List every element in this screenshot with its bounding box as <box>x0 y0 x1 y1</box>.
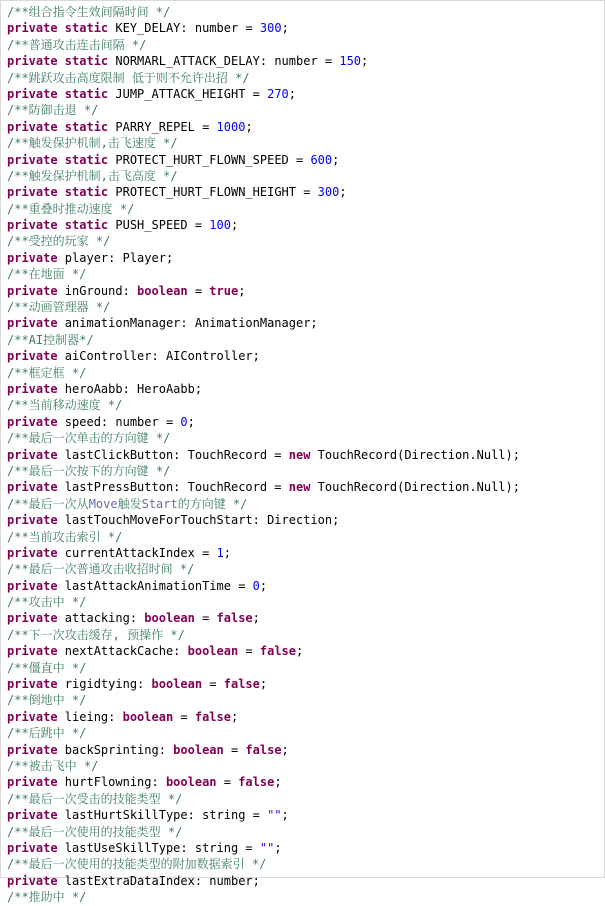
code-line <box>7 70 604 86</box>
code-token: lastExtraDataIndex: number; <box>64 873 260 888</box>
code-token: private <box>7 808 65 823</box>
code-line <box>7 529 604 545</box>
code-token: private <box>7 611 65 626</box>
code-token: private <box>7 513 65 528</box>
code-token: false <box>194 709 231 724</box>
code-token: = <box>194 283 210 298</box>
code-token: /**最后一次按下的方向键 */ <box>7 463 171 478</box>
code-token: JUMP_ATTACK_HEIGHT = <box>115 86 268 101</box>
code-line <box>7 365 604 381</box>
code-token: /**框定框 */ <box>7 365 87 380</box>
code-token: = <box>223 775 239 790</box>
code-token: private <box>7 152 65 167</box>
code-line <box>7 643 604 659</box>
code-token: private <box>7 709 65 724</box>
code-line <box>7 250 604 266</box>
code-token: ; <box>339 185 347 200</box>
code-token: private <box>7 840 65 855</box>
code-line <box>7 37 604 53</box>
code-token: static <box>64 218 116 233</box>
code-token: boolean <box>187 644 246 659</box>
code-token: /**组合指令生效间隔时间 */ <box>7 5 171 19</box>
code-token: /**在地面 */ <box>7 267 87 282</box>
code-line <box>7 283 604 299</box>
code-line <box>7 496 604 512</box>
code-token: /**最后一次使用的技能类型的附加数据索引 */ <box>7 857 267 872</box>
code-token: static <box>64 152 116 167</box>
code-token: private <box>7 119 65 134</box>
code-token: static <box>64 185 116 200</box>
code-token: boolean <box>144 611 203 626</box>
code-line <box>7 512 604 528</box>
code-token: private <box>7 218 65 233</box>
code-line <box>7 807 604 823</box>
code-token: /**当前移动速度 */ <box>7 398 123 413</box>
code-token: boolean <box>122 709 181 724</box>
code-token: aiController: AIController; <box>64 349 260 364</box>
code-token: private <box>7 677 65 692</box>
code-line <box>7 627 604 643</box>
code-line <box>7 102 604 118</box>
code-token: = <box>209 677 224 692</box>
code-line <box>7 692 604 708</box>
code-token: NORMARL_ATTACK_DELAY: number = <box>115 54 340 69</box>
code-line <box>7 561 604 577</box>
code-token: ; <box>252 611 260 626</box>
code-token: private <box>7 742 65 757</box>
code-token: private <box>7 775 65 790</box>
code-line <box>7 791 604 807</box>
code-token: private <box>7 873 65 888</box>
code-token: PARRY_REPEL = <box>115 119 217 134</box>
code-token: backSprinting: <box>64 742 174 757</box>
code-token: private <box>7 545 65 560</box>
code-token: private <box>7 185 65 200</box>
code-line <box>7 119 604 135</box>
code-token: private <box>7 447 65 462</box>
code-token: Start <box>141 496 178 511</box>
code-token: /**最后一次从 <box>7 496 89 511</box>
code-line <box>7 660 604 676</box>
code-token: private <box>7 381 65 396</box>
code-line <box>7 742 604 758</box>
code-token: /**重叠时推动速度 */ <box>7 201 135 216</box>
code-token: 100 <box>209 218 231 233</box>
code-token: /**普通攻击连击间隔 */ <box>7 37 147 52</box>
code-line <box>7 266 604 282</box>
code-token: ; <box>245 119 253 134</box>
code-token: heroAabb: HeroAabb; <box>64 381 203 396</box>
code-token: ; <box>274 775 282 790</box>
code-token: /**AI控制器*/ <box>7 332 94 347</box>
code-token: attacking: <box>64 611 145 626</box>
code-line <box>7 414 604 430</box>
code-line <box>7 594 604 610</box>
code-token: ; <box>281 742 289 757</box>
code-line <box>7 201 604 217</box>
code-line <box>7 168 604 184</box>
code-token: private <box>7 86 65 101</box>
code-token: false <box>223 677 260 692</box>
code-token: /**动画管理器 */ <box>7 300 111 315</box>
code-token: nextAttackCache: <box>64 644 188 659</box>
code-token: new <box>288 480 318 495</box>
code-line <box>7 725 604 741</box>
code-line <box>7 315 604 331</box>
code-token: PUSH_SPEED = <box>115 218 210 233</box>
code-token: new <box>288 447 318 462</box>
code-token: /**被击飞中 */ <box>7 758 99 773</box>
code-token: /**攻击中 */ <box>7 595 87 610</box>
code-line <box>7 20 604 36</box>
code-line <box>7 709 604 725</box>
code-token: true <box>209 283 239 298</box>
code-token: /**后跳中 */ <box>7 726 87 741</box>
code-token: /**最后一次普通攻击收招时间 */ <box>7 562 195 577</box>
code-token: false <box>245 742 282 757</box>
code-token: boolean <box>173 742 231 757</box>
code-token: /**僵直中 */ <box>7 660 87 675</box>
code-token: /**下一次攻击缓存, 预操作 */ <box>7 627 185 642</box>
code-line <box>7 856 604 872</box>
code-token: boolean <box>151 677 210 692</box>
code-line <box>7 381 604 397</box>
code-line <box>7 397 604 413</box>
code-token: lastHurtSkillType: string = <box>64 808 268 823</box>
code-token: private <box>7 644 65 659</box>
code-token: "" <box>267 808 282 823</box>
code-line <box>7 348 604 364</box>
code-token: 1000 <box>216 119 246 134</box>
code-token: ; <box>238 283 246 298</box>
code-token: /**最后一次使用的技能类型 */ <box>7 824 183 839</box>
code-line <box>7 840 604 856</box>
code-token: TouchRecord(Direction.Null); <box>317 480 520 495</box>
code-token: KEY_DELAY: number = <box>115 21 260 36</box>
code-token: TouchRecord(Direction.Null); <box>317 447 520 462</box>
code-token: currentAttackIndex = <box>64 545 217 560</box>
code-line <box>7 463 604 479</box>
code-token: static <box>64 119 116 134</box>
code-token: /**最后一次单击的方向键 */ <box>7 431 171 446</box>
code-token: /**触发保护机制,击飞高度 */ <box>7 168 178 183</box>
code-token: lastAttackAnimationTime = <box>64 578 253 593</box>
code-token: 的方向键 */ <box>177 496 248 511</box>
code-token: = <box>202 611 217 626</box>
code-token: private <box>7 480 65 495</box>
code-token: lastTouchMoveForTouchStart: Direction; <box>64 513 340 528</box>
code-token: private <box>7 316 65 331</box>
code-line <box>7 152 604 168</box>
code-token: /**倒地中 */ <box>7 693 87 708</box>
code-token: lastUseSkillType: string = <box>64 840 260 855</box>
code-line <box>7 610 604 626</box>
code-token: private <box>7 54 65 69</box>
code-token: /**当前攻击索引 */ <box>7 529 123 544</box>
code-token: ; <box>259 677 268 692</box>
code-token: /**最后一次受击的技能类型 */ <box>7 791 183 806</box>
code-line <box>7 479 604 495</box>
code-token: ; <box>361 54 369 69</box>
code-token: false <box>259 644 296 659</box>
code-token: ; <box>223 545 231 560</box>
code-token: 270 <box>267 86 289 101</box>
code-token: speed: number = <box>64 414 181 429</box>
code-token: private <box>7 21 65 36</box>
code-token: private <box>7 414 65 429</box>
code-token: rigidtying: <box>64 677 152 692</box>
code-token: 1 <box>216 545 224 560</box>
code-token: ; <box>281 21 289 36</box>
code-line <box>7 233 604 249</box>
code-line <box>7 299 604 315</box>
code-token: player: Player; <box>64 250 174 265</box>
code-line <box>7 184 604 200</box>
code-line <box>7 774 604 790</box>
code-line <box>7 430 604 446</box>
code-line <box>7 4 604 20</box>
code-token: /**防御击退 */ <box>7 103 99 118</box>
code-token: ; <box>230 709 239 724</box>
code-line <box>7 332 604 348</box>
code-token: /**推助中 */ <box>7 890 87 905</box>
code-line <box>7 578 604 594</box>
code-line <box>7 676 604 692</box>
code-token: 150 <box>339 54 362 69</box>
code-token: lastClickButton: TouchRecord = <box>64 447 289 462</box>
code-line <box>7 824 604 840</box>
code-token: animationManager: AnimationManager; <box>64 316 318 331</box>
code-token: hurtFlowning: <box>64 775 166 790</box>
code-line <box>7 217 604 233</box>
code-token: lastPressButton: TouchRecord = <box>64 480 289 495</box>
code-token: ; <box>281 808 289 823</box>
code-token: /**受控的玩家 */ <box>7 234 111 249</box>
code-token: 300 <box>317 185 340 200</box>
code-token: private <box>7 283 65 298</box>
code-token: false <box>238 775 275 790</box>
code-token: /**跳跃攻击高度限制 低于则不允许出招 */ <box>7 70 250 85</box>
code-token: ; <box>230 218 239 233</box>
code-token: 触发 <box>117 496 142 511</box>
code-token: 300 <box>259 21 282 36</box>
code-token: static <box>64 86 116 101</box>
code-line <box>7 889 604 905</box>
code-token: boolean <box>137 283 195 298</box>
code-token: ; <box>274 840 282 855</box>
code-line <box>7 545 604 561</box>
code-token: inGround: <box>64 283 138 298</box>
code-token: ; <box>332 152 340 167</box>
code-token: /**触发保护机制,击飞速度 */ <box>7 136 178 151</box>
code-token: false <box>216 611 253 626</box>
code-line <box>7 873 604 889</box>
code-token: PROTECT_HURT_FLOWN_HEIGHT = <box>115 185 318 200</box>
code-line <box>7 758 604 774</box>
code-token: ; <box>187 414 195 429</box>
code-token: boolean <box>165 775 224 790</box>
code-token: private <box>7 578 65 593</box>
code-token: = <box>245 644 260 659</box>
code-token: ; <box>296 644 304 659</box>
code-token: private <box>7 250 65 265</box>
code-line <box>7 447 604 463</box>
code-token: lieing: <box>64 709 123 724</box>
code-line <box>7 86 604 102</box>
code-token: PROTECT_HURT_FLOWN_SPEED = <box>115 152 311 167</box>
code-token: private <box>7 349 65 364</box>
code-token: static <box>64 54 116 69</box>
code-token: "" <box>259 840 275 855</box>
code-token: = <box>230 742 246 757</box>
code-token: 0 <box>252 578 260 593</box>
code-token: static <box>64 21 116 36</box>
code-token: 0 <box>180 414 188 429</box>
code-line <box>7 53 604 69</box>
code-token: 600 <box>310 152 333 167</box>
code-token: ; <box>259 578 268 593</box>
code-token: Move <box>88 496 118 511</box>
code-token: = <box>180 709 195 724</box>
code-line <box>7 135 604 151</box>
code-token: ; <box>288 86 297 101</box>
